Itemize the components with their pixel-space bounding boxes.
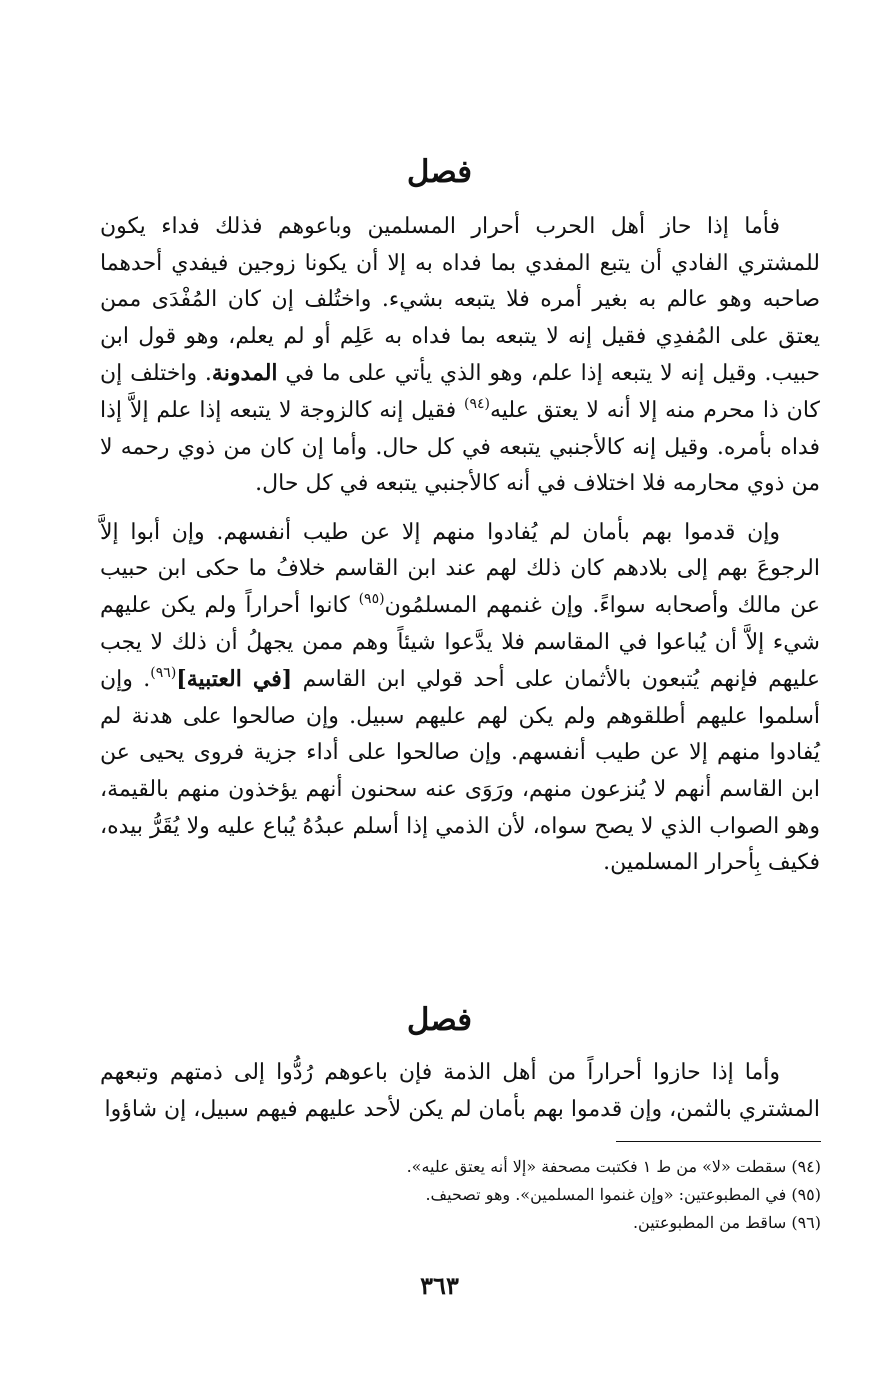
footnote-96: (٩٦) ساقط من المطبوعتين.: [632, 1213, 821, 1232]
paragraph-3: [100, 1055, 820, 1128]
footnote-94: (٩٤) سقطت «لا» من ط ١ فكتبت مصحفة «إلا أنه يعتق عليه».: [406, 1157, 821, 1176]
section-heading-1-text: فصل: [406, 154, 473, 190]
footnote-ref-96: (٩٦): [150, 665, 177, 682]
paragraph-2-text-b: كانوا أحراراً ولم يكن عليهم شيء إلاَّ أن يُباعوا في المقاسم فلا يدَّعوا شيئاً وهم ممن يجهلُ أن ذلك لا يجب عليهم فإنهم يُتبعون بالأثمان على أحد قولي ابن القاسم: [100, 592, 820, 693]
footnote-separator: [616, 1141, 821, 1142]
footnote-ref-95: (٩٥): [358, 590, 385, 607]
section-2-body: [100, 1055, 820, 1128]
section-heading-2: [0, 1000, 879, 1040]
paragraph-1-text-c: فقيل إنه كالزوجة لا يتبعه إذا علم إلاَّ إذا فداه بأمره. وقيل إنه كالأجنبي يتبعه في كل حال. وأما إن كان من ذوي رحمه لا من ذوي محارمه فلا اختلاف في أنه كالأجنبي يتبعه في كل حال.: [100, 397, 820, 497]
page-number: ٣٦٣: [420, 1271, 459, 1300]
paragraph-1-text-b: . واختلف إن كان ذا محرم منه إلا أنه لا يعتق عليه: [100, 361, 821, 423]
paragraph-2-text-c: . وإن أسلموا عليهم أطلقوهم ولم يكن لهم عليهم سبيل. وإن صالحوا على هدنة لم يُفادوا منهم إلا عن طيب أنفسهم. وإن صالحوا على أداء جزية فروى يحيى عن ابن القاسم أنهم لا يُنزعون منهم، ورَوَى عنه سحنون أنهم يؤخذون منهم بالقيمة، وهو الصواب الذي لا يصح سواه، لأن الذمي إذا أسلم عبدُهُ يُباع عليه ولا يُقَرُّ بيده، فكيف بِأحرار المسلمين.: [100, 667, 820, 876]
footnote-95: (٩٥) في المطبوعتين: «وإن غنموا المسلمين». وهو تصحيف.: [425, 1185, 821, 1204]
paragraph-1-text-a: فأما إذا حاز أهل الحرب أحرار المسلمين وباعوهم فذلك فداء يكون للمشتري الفادي أن يتبع المفدي بما فداه به إلا أن يكونا زوجين فيفدي أحدهما صاحبه وهو عالم به بغير أمره فلا يتبعه بشيء. واختُلف إن كان المُفْدَى ممن يعتق على المُفدِي فقيل إنه لا يتبعه بما فداه به عَلِم أو لم يعلم، وهو قول ابن حبيب. وقيل إنه لا يتبعه إذا علم، وهو الذي يأتي على ما في: [100, 214, 820, 387]
paragraph-1: [100, 209, 820, 503]
footnote-ref-94: (٩٤): [464, 395, 490, 412]
bold-term-utbiyya: [في العتبية]: [176, 666, 293, 693]
paragraph-2-text-a: وإن قدموا بهم بأمان لم يُفادوا منهم إلا عن طيب أنفسهم. وإن أبوا إلاَّ الرجوعَ بهم إلى بلادهم كان ذلك لهم عند ابن القاسم خلافُ ما حكى ابن حبيب عن مالك وأصحابه سواءً. وإن غنمهم المسلمُون: [100, 519, 821, 618]
section-heading-1: [0, 152, 879, 192]
footnotes: [101, 1153, 821, 1237]
section-1-body: [100, 209, 820, 882]
paragraph-3-text: وأما إذا حازوا أحراراً من أهل الذمة فإن باعوهم رُدُّوا إلى ذمتهم وتبعهم المشتري بالثمن، وإن قدموا بهم بأمان لم يكن لأحد عليهم فيهم سبيل، إن شاؤوا: [100, 1060, 820, 1122]
section-heading-2-text: فصل: [406, 1002, 473, 1038]
bold-term-mudawwana: المدونة: [211, 360, 278, 387]
paragraph-2: [100, 515, 820, 882]
